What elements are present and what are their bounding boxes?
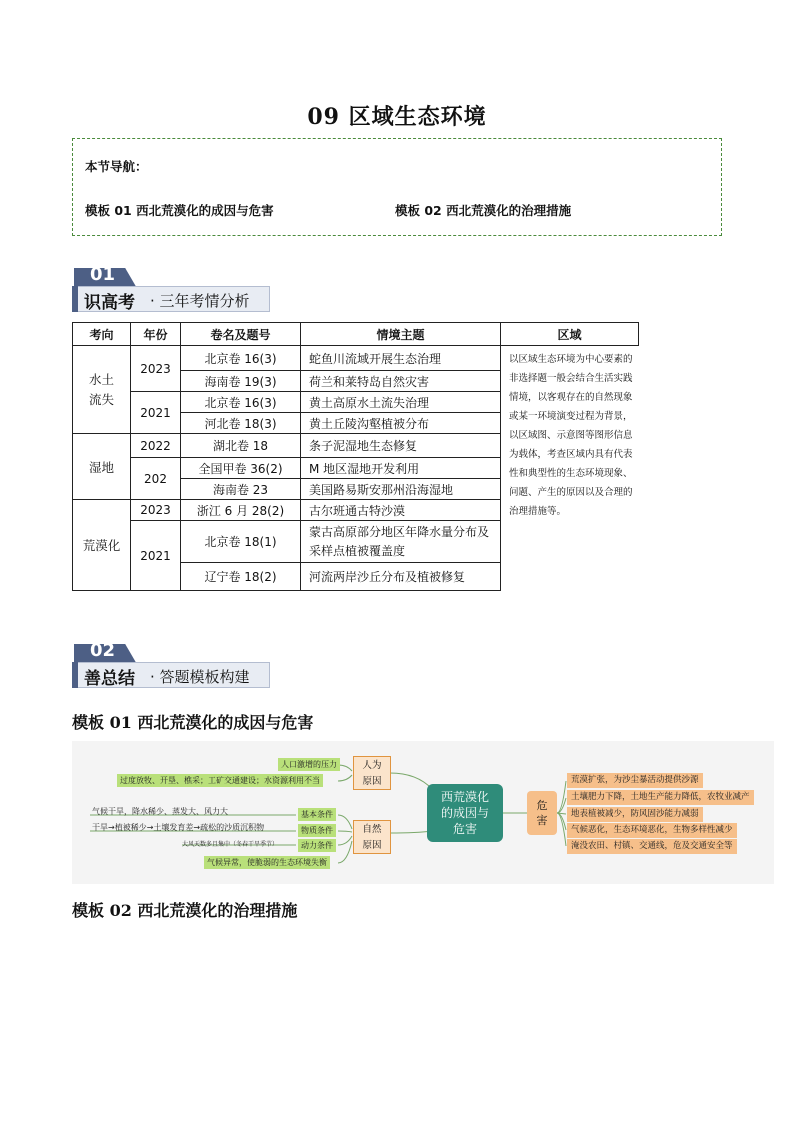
- paper-cell: 浙江 6 月 28(2): [181, 500, 301, 521]
- theme-cell: 古尔班通古特沙漠: [301, 500, 501, 521]
- connector-line: [557, 781, 566, 813]
- natural-item: 气候异常，使脆弱的生态环境失衡: [204, 856, 330, 869]
- natural-item: 动力条件: [298, 839, 336, 852]
- table-header-row: [73, 323, 639, 346]
- year-cell: 2021: [131, 392, 181, 434]
- year-cell: 2022: [131, 434, 181, 458]
- connector-line: [338, 841, 352, 863]
- nav-module-2[interactable]: 模板 02 西北荒漠化的治理措施: [395, 203, 572, 218]
- nav-label: 本节导航：: [85, 159, 148, 174]
- category-label: 人为 原因: [362, 760, 382, 787]
- theme-cell: 蛇鱼川流域开展生态治理: [301, 346, 501, 371]
- natural-item: 物质条件: [298, 824, 336, 837]
- table-header: 卷名及题号: [181, 323, 301, 346]
- paper-cell: 海南卷 19(3): [181, 371, 301, 392]
- topic-cell: 水土 流失: [73, 346, 131, 434]
- table-header: 年份: [131, 323, 181, 346]
- area-cell: 以区域生态环境为中心要素的非选择题一般会结合生活实践情境，以客观存在的自然现象或某一环境演变过程为背景，以区域图、示意图等图形信息为载体，考查区域内具有代表性和典型性的生态环境现象、问题、产生的原因以及合理的治理措施等。: [501, 346, 639, 591]
- section-01-header: [72, 264, 272, 314]
- theme-cell: 河流两岸沙丘分布及植被修复: [301, 563, 501, 591]
- natural-note: 干旱→植被稀少→土壤发育差→疏松的沙质沉积物: [92, 823, 265, 832]
- section-title-rest: · 三年考情分析: [150, 292, 250, 310]
- human-item: 人口激增的压力: [278, 758, 340, 771]
- theme-cell: 条子泥湿地生态修复: [301, 434, 501, 458]
- natural-note: 气候干旱，降水稀少、蒸发大、风力大: [92, 807, 228, 816]
- table-row: [73, 346, 639, 371]
- year-cell: 202: [131, 458, 181, 500]
- natural-item: 基本条件: [298, 808, 336, 821]
- harm-item: 土壤肥力下降，土地生产能力降低，农牧业减产: [567, 790, 754, 805]
- topic-cell: 荒漠化: [73, 500, 131, 591]
- template-02-heading: 模板 02 西北荒漠化的治理措施: [72, 901, 298, 920]
- harm-item: 地表植被减少，防风固沙能力减弱: [567, 807, 703, 822]
- section-02-header: [72, 640, 272, 690]
- theme-cell: 美国路易斯安那州沿海湿地: [301, 479, 501, 500]
- exam-analysis-table: [72, 322, 639, 591]
- section-navigation: [72, 138, 722, 236]
- paper-cell: 北京卷 16(3): [181, 346, 301, 371]
- paper-cell: 北京卷 16(3): [181, 392, 301, 413]
- section-title-bold: 善总结: [84, 669, 135, 689]
- connector-line: [338, 775, 352, 781]
- section-title-rest: · 答题模板构建: [150, 668, 250, 686]
- category-label: 自然 原因: [362, 824, 382, 851]
- connector-line: [338, 815, 352, 829]
- mindmap-core-node: [427, 784, 503, 842]
- section-title-accent: [72, 662, 78, 688]
- harm-item: 气候恶化，生态环境恶化，生物多样性减少: [567, 823, 737, 838]
- year-cell: 2023: [131, 500, 181, 521]
- desertification-mindmap: [72, 741, 774, 884]
- category-label: 危 害: [536, 799, 548, 827]
- paper-cell: 河北卷 18(3): [181, 413, 301, 434]
- year-cell: 2021: [131, 521, 181, 591]
- year-cell: 2023: [131, 346, 181, 392]
- connector-line: [557, 813, 566, 846]
- harm-item: 淹没农田、村镇、交通线，危及交通安全等: [567, 839, 737, 854]
- paper-cell: 全国甲卷 36(2): [181, 458, 301, 479]
- template-01-heading: 模板 01 西北荒漠化的成因与危害: [72, 713, 314, 732]
- table-header: 情境主题: [301, 323, 501, 346]
- connector-line: [338, 765, 352, 771]
- human-cause-category: [353, 756, 391, 790]
- section-number: 02: [90, 640, 116, 661]
- topic-cell: 湿地: [73, 434, 131, 500]
- human-item: 过度放牧、开垦、樵采；工矿交通建设；水资源利用不当: [117, 774, 323, 787]
- table-header: 考向: [73, 323, 131, 346]
- connector-line: [390, 773, 432, 789]
- page-title: 09 区域生态环境: [307, 104, 487, 130]
- paper-cell: 北京卷 18(1): [181, 521, 301, 563]
- natural-note: 大风天数多且集中（冬春干旱季节）: [182, 841, 279, 848]
- theme-cell: 黄土高原水土流失治理: [301, 392, 501, 413]
- table-header: 区域: [501, 323, 639, 346]
- theme-cell: M 地区湿地开发利用: [301, 458, 501, 479]
- nav-module-1[interactable]: 模板 01 西北荒漠化的成因与危害: [85, 203, 274, 218]
- paper-cell: 湖北卷 18: [181, 434, 301, 458]
- core-label: 西荒漠化 的成因与 危害: [440, 790, 489, 836]
- harm-category: [527, 791, 557, 835]
- theme-cell: 黄土丘陵沟壑植被分布: [301, 413, 501, 434]
- connector-line: [338, 831, 352, 832]
- section-title-bold: 识高考: [84, 293, 135, 313]
- natural-cause-category: [353, 820, 391, 854]
- section-title-accent: [72, 286, 78, 312]
- theme-cell: 荷兰和莱特岛自然灾害: [301, 371, 501, 392]
- paper-cell: 辽宁卷 18(2): [181, 563, 301, 591]
- paper-cell: 海南卷 23: [181, 479, 301, 500]
- connector-line: [338, 836, 352, 845]
- section-number: 01: [90, 264, 116, 285]
- theme-cell: 蒙古高原部分地区年降水量分布及采样点植被覆盖度: [301, 521, 501, 563]
- harm-item: 荒漠扩张，为沙尘暴活动提供沙源: [567, 773, 703, 788]
- connector-line: [390, 831, 432, 833]
